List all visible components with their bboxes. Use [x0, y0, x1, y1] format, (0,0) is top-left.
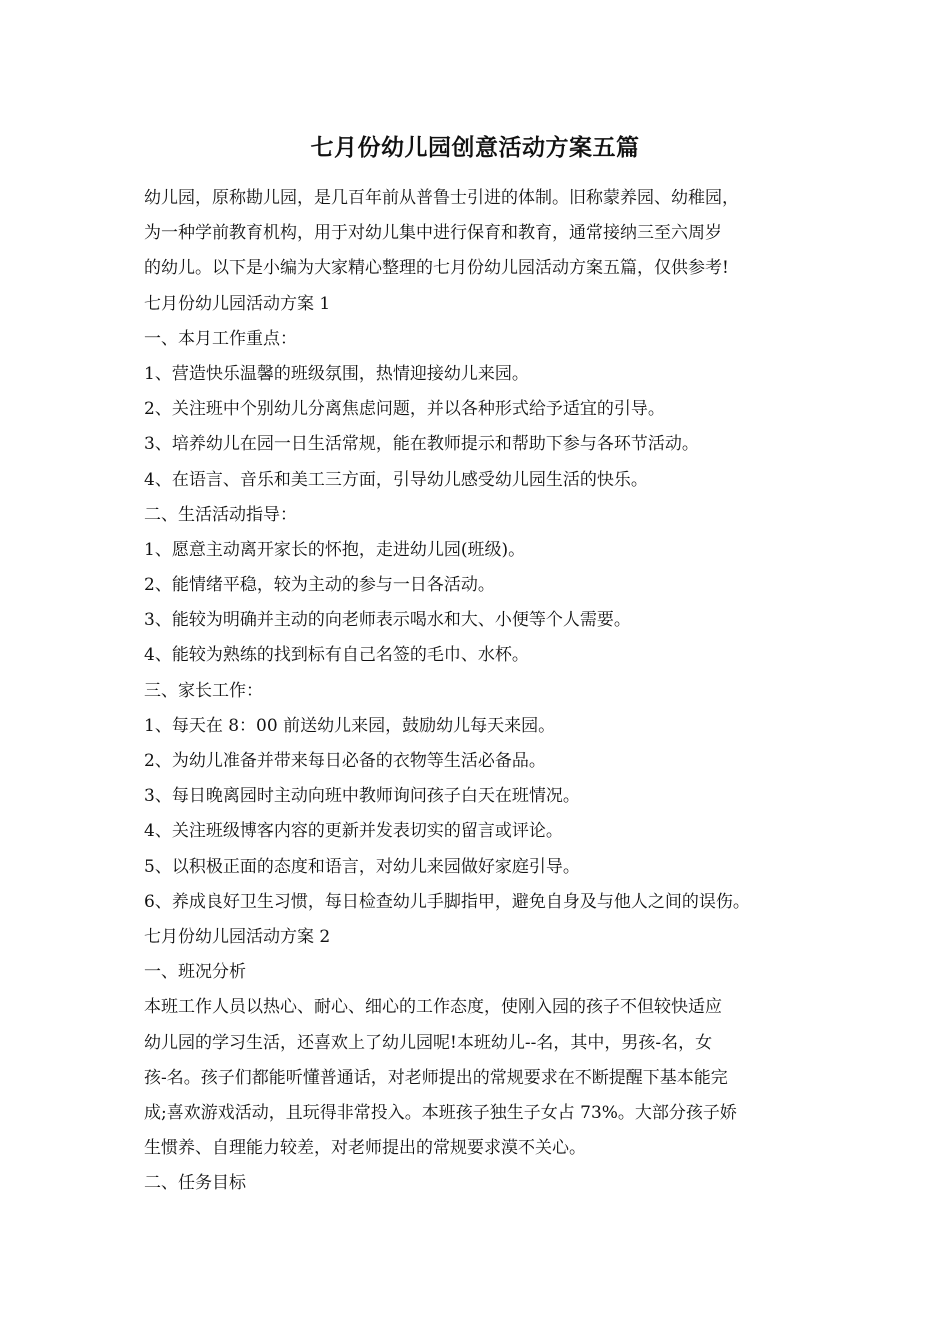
subsection-heading: 一、本月工作重点： [144, 328, 297, 349]
paragraph-line: 本班工作人员以热心、耐心、细心的工作态度，使刚入园的孩子不但较快适应 [144, 997, 722, 1018]
list-item: 6、养成良好卫生习惯，每日检查幼儿手脚指甲，避免自身及与他人之间的误伤。 [144, 891, 750, 912]
list-item: 4、关注班级博客内容的更新并发表切实的留言或评论。 [144, 821, 563, 842]
list-item: 2、为幼儿准备并带来每日必备的衣物等生活必备品。 [144, 751, 546, 771]
list-item: 5、以积极正面的态度和语言，对幼儿来园做好家庭引导。 [144, 856, 580, 877]
list-item: 1、营造快乐温馨的班级氛围，热情迎接幼儿来园。 [144, 363, 529, 384]
paragraph-line: 的幼儿。以下是小编为大家精心整理的七月份幼儿园活动方案五篇，仅供参考! [144, 258, 729, 279]
document-title: 七月份幼儿园创意活动方案五篇 [310, 134, 640, 161]
paragraph-line: 幼儿园的学习生活，还喜欢上了幼儿园呢!本班幼儿--名，其中，男孩-名，女 [144, 1032, 713, 1053]
list-item: 2、能情绪平稳，较为主动的参与一日各活动。 [144, 575, 495, 596]
subsection-heading: 二、任务目标 [144, 1173, 246, 1194]
list-item: 4、能较为熟练的找到标有自己名签的毛巾、水杯。 [144, 645, 529, 666]
subsection-heading: 一、班况分析 [144, 962, 246, 983]
subsection-heading: 二、生活活动指导： [144, 504, 297, 525]
list-item: 1、每天在 8：00 前送幼儿来园，鼓励幼儿每天来园。 [144, 715, 556, 736]
document-body [144, 181, 830, 1201]
paragraph-line: 生惯养、自理能力较差，对老师提出的常规要求漠不关心。 [144, 1138, 586, 1159]
list-item: 3、每日晚离园时主动向班中教师询问孩子白天在班情况。 [144, 786, 580, 807]
section-heading: 七月份幼儿园活动方案 1 [144, 293, 331, 314]
list-item: 4、在语言、音乐和美工三方面，引导幼儿感受幼儿园生活的快乐。 [144, 469, 648, 490]
section-heading: 七月份幼儿园活动方案 2 [144, 926, 331, 947]
paragraph-line: 幼儿园，原称勘儿园，是几百年前从普鲁士引进的体制。旧称蒙养园、幼稚园， [144, 188, 739, 208]
paragraph-line: 成;喜欢游戏活动，且玩得非常投入。本班孩子独生子女占 73%。大部分孩子娇 [144, 1102, 737, 1123]
paragraph-line: 为一种学前教育机构，用于对幼儿集中进行保育和教育，通常接纳三至六周岁 [144, 223, 722, 244]
subsection-heading: 三、家长工作： [144, 680, 263, 701]
list-item: 2、关注班中个别幼儿分离焦虑问题，并以各种形式给予适宜的引导。 [144, 399, 665, 420]
paragraph-line: 孩-名。孩子们都能听懂普通话，对老师提出的常规要求在不断提醒下基本能完 [144, 1067, 728, 1088]
list-item: 3、能较为明确并主动的向老师表示喝水和大、小便等个人需要。 [144, 610, 631, 631]
list-item: 3、培养幼儿在园一日生活常规，能在教师提示和帮助下参与各环节活动。 [144, 434, 699, 455]
list-item: 1、愿意主动离开家长的怀抱，走进幼儿园(班级)。 [144, 539, 526, 560]
